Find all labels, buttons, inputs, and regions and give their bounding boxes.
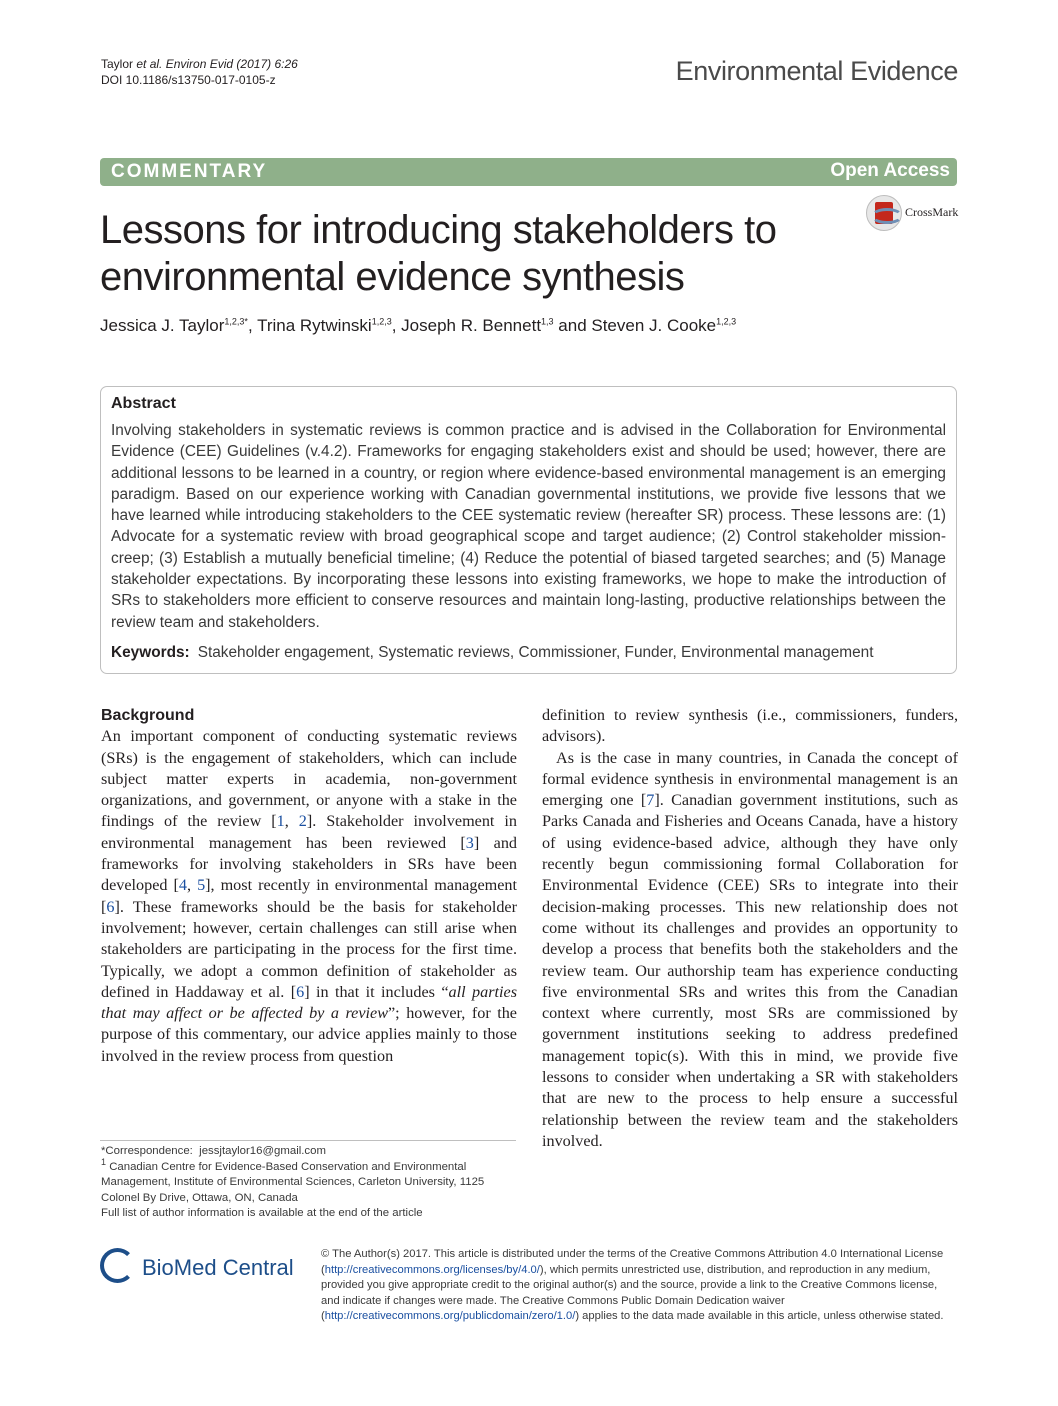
reference-link[interactable]: 6 xyxy=(106,897,115,916)
biomed-central-icon xyxy=(100,1248,135,1283)
abstract-heading: Abstract xyxy=(111,395,176,412)
abstract-text: Involving stakeholders in systematic reviews is common practice and is advised in the Collaboration for Environmental Evidence (CEE) Guidelines (v.4.2). Frameworks for engaging stakeholders exist and should be used; however, there are additional lessons to be learned in a country, or region where evidence-based environmental management is an emerging paradigm. Based on our experience working with Canadian governmental institutions, we provide five lessons that we have learned while introducing stakeholders to the CEE systematic review (hereafter SR) process. These lessons are: (1) Advocate for a systematic review with broad geographical scope and target audience; (2) Control stakeholder mission-creep; (3) Establish a mutually beneficial timeline; (4) Reduce the potential of biased targeted searches; and (5) Manage stakeholder expectations. By incorporating these lessons into existing frameworks, we hope to make the introduction of SRs to stakeholders more efficient to conserve resources and maintain long-lasting, productive relationships between the review team and stakeholders. xyxy=(111,422,946,631)
author-name: Joseph R. Bennett xyxy=(401,316,542,335)
crossmark-label: CrossMark xyxy=(905,205,959,219)
section-heading-background: Background xyxy=(101,707,195,724)
author-affiliation: 1,2,3 xyxy=(371,316,392,327)
keywords-label: Keywords: xyxy=(111,643,190,661)
logo-bio-med: BioMed xyxy=(142,1255,217,1280)
author-name: Jessica J. Taylor xyxy=(100,316,225,335)
body-paragraph: As is the case in many countries, in Canada the concept of formal evidence synthesis in environmental management is an emerging one [7]. Canadian government institutions, such as Parks Canada and Fisheries and Oceans Canada, have a history of using evidence-based advice, although they have only recently begun commissioning formal Collaboration for Environmental Evidence (CEE) SRs to integrate into their decision-making processes. This new relationship does not come without its challenges and provides an opportunity to develop a process that benefits both the stakeholders and the review team. Our authorship team has experience conducting five environmental SRs and writes this from the Canadian context where currently, most SRs are commissioned by government institutions seeking to address predefined management topic(s). With this in mind, we provide five lessons to consider when undertaking a SR with stakeholders that are new to the process to help ensure a successful relationship between the review team and the stakeholders involved. xyxy=(542,748,958,1150)
correspondence-email[interactable]: jessjtaylor16@gmail.com xyxy=(199,1145,326,1157)
body-column-right xyxy=(542,705,958,1152)
full-author-info-note: Full list of author information is available at the end of the article xyxy=(101,1207,423,1220)
quote: all parties that may affect or be affected by a review xyxy=(101,982,517,1023)
biomed-central-logo xyxy=(100,1247,300,1291)
keywords xyxy=(111,644,946,662)
reference-link[interactable]: 1 xyxy=(276,812,285,831)
open-access-label: Open Access xyxy=(830,160,950,181)
footnote-divider xyxy=(100,1140,516,1141)
article-title: Lessons for introducing stakeholders to environmental evidence synthesis xyxy=(100,208,777,299)
license-link[interactable]: http://creativecommons.org/licenses/by/4.0/ xyxy=(324,1263,540,1276)
reference-link[interactable]: 7 xyxy=(646,791,655,810)
author-affiliation: 1,2,3* xyxy=(224,316,248,327)
reference-link[interactable]: 4 xyxy=(178,876,188,895)
citation-author: Taylor xyxy=(101,57,134,71)
crossmark-badge[interactable] xyxy=(866,195,962,231)
article-type-banner xyxy=(100,158,957,186)
author-affiliation: 1,2,3 xyxy=(716,316,737,327)
author-name: Trina Rytwinski xyxy=(257,316,372,335)
reference-link[interactable]: 6 xyxy=(296,982,305,1001)
author-list: Jessica J. Taylor$^{1,2,3*}$, Trina Rytwinski$^{1,2,3}$, Joseph R. Bennett$^{1,3}$ and Steven J. Cooke$^{1,2,3}$ xyxy=(100,316,737,335)
public-domain-link[interactable]: http://creativecommons.org/publicdomain/zero/1.0/ xyxy=(324,1310,576,1323)
body-paragraph-continued: definition to review synthesis (i.e., commissioners, funders, advisors). xyxy=(542,706,958,746)
citation xyxy=(101,56,298,88)
keywords-list: Stakeholder engagement, Systematic reviews, Commissioner, Funder, Environmental management xyxy=(197,643,874,661)
citation-year: (2017) 6:26 xyxy=(236,57,298,71)
correspondence-label: *Correspondence: xyxy=(101,1145,193,1157)
abstract-box xyxy=(100,386,957,674)
citation-journal: et al. Environ Evid xyxy=(136,57,234,71)
body-column-left xyxy=(101,705,517,1067)
license-notice: © The Author(s) 2017. This article is distributed under the terms of the Creative Commons Attribution 4.0 International License (http://creativecommons.org/licenses/by/4.0/), which permits unrestricted use, distribution, and reproduction in any medium, provided you give appropriate credit to the original author(s) and the source, provide a link to the Creative Commons license, and indicate if changes were made. The Creative Commons Public Domain Dedication waiver (http://creativecommons.org/publicdomain/zero/1.0/) applies to the data made available in this article, unless otherwise stated. xyxy=(321,1248,944,1323)
footnotes xyxy=(101,1144,501,1222)
logo-central: Central xyxy=(222,1255,294,1280)
affiliation-text: Canadian Centre for Evidence-Based Conservation and Environmental Management, Institute of Environmental Sciences, Carleton University, 1125 Colonel By Drive, Ottawa, ON, Canada xyxy=(101,1160,485,1204)
crossmark-icon xyxy=(866,195,902,231)
journal-name: Environmental Evidence xyxy=(675,56,958,86)
reference-link[interactable]: 3 xyxy=(465,833,474,852)
reference-link[interactable]: 2 xyxy=(298,812,307,831)
author-affiliation: 1,3 xyxy=(541,316,554,327)
article-type: COMMENTARY xyxy=(111,161,268,182)
affiliation-number: 1 xyxy=(101,1156,107,1167)
reference-link[interactable]: 5 xyxy=(197,876,206,895)
author-name: Steven J. Cooke xyxy=(591,316,717,335)
body-paragraph: An important component of conducting systematic reviews (SRs) is the engagement of stakeholders, which can include subject matter experts in academia, non-government organizations, and government, or anyone with a stake in the findings of the review [1, 2]. Stakeholder involvement in environmental management has been reviewed [3] and frameworks for involving stakeholders in SRs have been developed [4, 5], most recently in environmental management [6]. These frameworks should be the basis for stakeholder involvement; however, certain challenges can still arise when stakeholders are participating in the process for the first time. Typically, we adopt a common definition of stakeholder as defined in Haddaway et al. [6] in that it includes “all parties that may affect or be affected by a review”; however, for the purpose of this commentary, our advice applies mainly to those involved in the review process from question xyxy=(101,727,518,1065)
doi[interactable]: DOI 10.1186/s13750-017-0105-z xyxy=(101,73,276,87)
